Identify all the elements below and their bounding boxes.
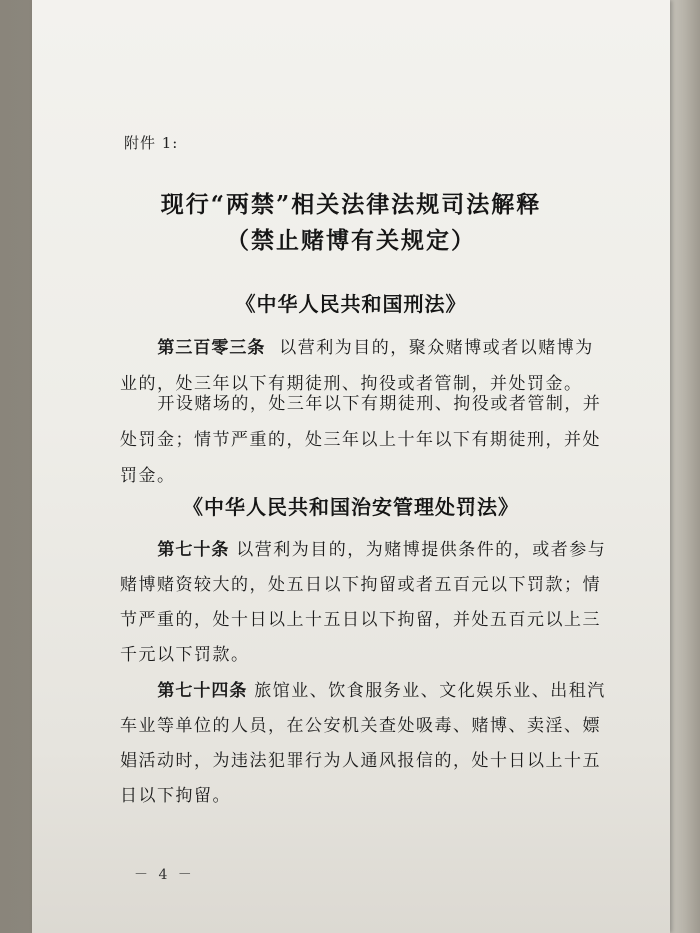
law-title-criminal-law: 《中华人民共和国刑法》	[235, 292, 467, 316]
law-title-public-security-law: 《中华人民共和国治安管理处罚法》	[183, 495, 519, 519]
document-title: 现行“两禁”相关法律法规司法解释	[160, 191, 542, 218]
article-text: 以营利为目的，聚众赌博或者以赌博为业的，处三年以下有期徒刑、拘役或者管制，并处罚金。	[120, 338, 594, 394]
article-heading: 第三百零三条	[157, 338, 266, 358]
attachment-label: 附件 1:	[124, 134, 179, 152]
document-page	[32, 0, 670, 933]
article-70	[120, 533, 610, 673]
article-heading: 第七十四条	[157, 681, 248, 701]
article-text: 以营利为目的，为赌博提供条件的，或者参与赌博赌资较大的，处五日以下拘留或者五百元以下罚款；情节严重的，处十日以上十五日以下拘留，并处五百元以上三千元以下罚款。	[120, 540, 607, 665]
page-number: － 4 －	[134, 867, 195, 883]
document-subtitle: （禁止赌博有关规定）	[226, 227, 476, 254]
article-text: 开设赌场的，处三年以下有期徒刑、拘役或者管制，并处罚金；情节严重的，处三年以上十年以下有期徒刑，并处罚金。	[120, 394, 602, 486]
article-303-paragraph-2	[120, 386, 610, 494]
article-74	[120, 674, 610, 814]
article-text: 旅馆业、饮食服务业、文化娱乐业、出租汽车业等单位的人员，在公安机关查处吸毒、赌博、卖淫、嫖娼活动时，为违法犯罪行为人通风报信的，处十日以上十五日以下拘留。	[120, 681, 606, 806]
article-heading: 第七十条	[157, 540, 230, 560]
